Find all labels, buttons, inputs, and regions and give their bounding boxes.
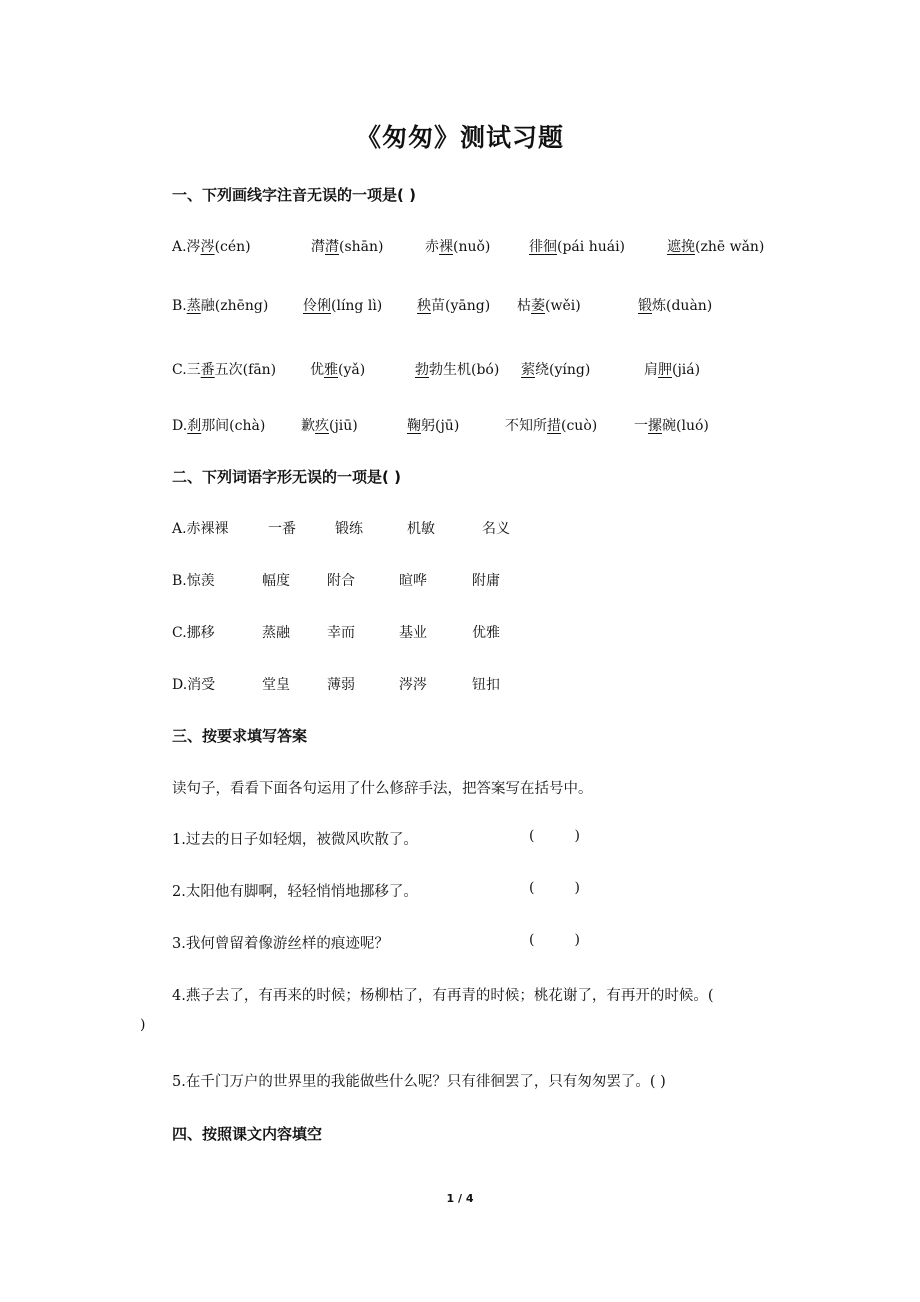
option-item: 枯萎(wěi) [517, 298, 581, 314]
option-item: 锻炼(duàn) [638, 298, 713, 314]
option-item: 伶俐(líng lì) [303, 298, 383, 314]
question-3: 3.我何曾留着像游丝样的痕迹呢？ [172, 936, 389, 952]
option-item: 遮挽(zhē wǎn) [667, 239, 765, 255]
option-item: D.刹那间(chà) [172, 418, 266, 434]
option-item: 优雅(yǎ) [310, 362, 366, 378]
option-item: 肩胛(jiá) [644, 362, 701, 378]
option-item: 一摞碗(luó) [634, 418, 709, 434]
word: A.赤裸裸 [172, 521, 229, 537]
word: 优雅 [472, 625, 500, 641]
word: 一番 [268, 521, 296, 537]
page-title: 《匆匆》测试习题 [355, 123, 564, 152]
word: 幅度 [262, 573, 290, 589]
section4-heading: 四、按照课文内容填空 [172, 1125, 323, 1143]
answer-blank-4-close[interactable]: ) [140, 1017, 146, 1033]
answer-blank-1[interactable]: ( ) [529, 828, 580, 844]
word: 基业 [399, 625, 427, 641]
word: B.惊羡 [172, 573, 215, 589]
word: 涔涔 [399, 677, 427, 693]
word: 蒸融 [262, 625, 290, 641]
option-item: A.涔涔(cén) [172, 239, 251, 255]
option-item: 徘徊(pái huái) [529, 239, 626, 255]
question-2: 2.太阳他有脚啊，轻轻悄悄地挪移了。 [172, 884, 418, 900]
word: 机敏 [407, 521, 435, 537]
word: D.消受 [172, 677, 216, 693]
word: 幸而 [327, 625, 355, 641]
option-item: 歉疚(jiū) [301, 418, 358, 434]
option-item: 萦绕(yíng) [521, 362, 591, 378]
option-item: 鞠躬(jū) [407, 418, 460, 434]
option-item: 勃勃生机(bó) [415, 362, 500, 378]
option-item: 秧苗(yāng) [417, 298, 491, 314]
option-item: B.蒸融(zhēng) [172, 298, 269, 314]
word: 附庸 [472, 573, 500, 589]
word: 暄哗 [399, 573, 427, 589]
question-4: 4.燕子去了，有再来的时候；杨柳枯了，有再青的时候；桃花谢了，有再开的时候。( [172, 988, 714, 1004]
section2-heading: 二、下列词语字形无误的一项是( ) [172, 468, 401, 486]
section1-heading: 一、下列画线字注音无误的一项是( ) [172, 186, 416, 204]
section3-heading: 三、按要求填写答案 [172, 727, 308, 745]
question-5: 5.在千门万户的世界里的我能做些什么呢？只有徘徊罢了，只有匆匆罢了。( ) [172, 1074, 666, 1090]
word: 名义 [482, 521, 510, 537]
option-item: 赤裸(nuǒ) [425, 239, 491, 255]
option-item: C.三番五次(fān) [172, 362, 277, 378]
option-item: 潸潸(shān) [311, 239, 384, 255]
section3-instruction: 读句子，看看下面各句运用了什么修辞手法，把答案写在括号中。 [172, 781, 593, 797]
word: 薄弱 [327, 677, 355, 693]
word: 附合 [327, 573, 355, 589]
question-1: 1.过去的日子如轻烟，被微风吹散了。 [172, 832, 418, 848]
option-item: 不知所措(cuò) [505, 418, 598, 434]
word: 堂皇 [262, 677, 290, 693]
word: 锻练 [335, 521, 363, 537]
word: 钮扣 [472, 677, 500, 693]
answer-blank-2[interactable]: ( ) [529, 880, 580, 896]
word: C.挪移 [172, 625, 215, 641]
page-number: 1 / 4 [446, 1192, 474, 1205]
answer-blank-3[interactable]: ( ) [529, 932, 580, 948]
